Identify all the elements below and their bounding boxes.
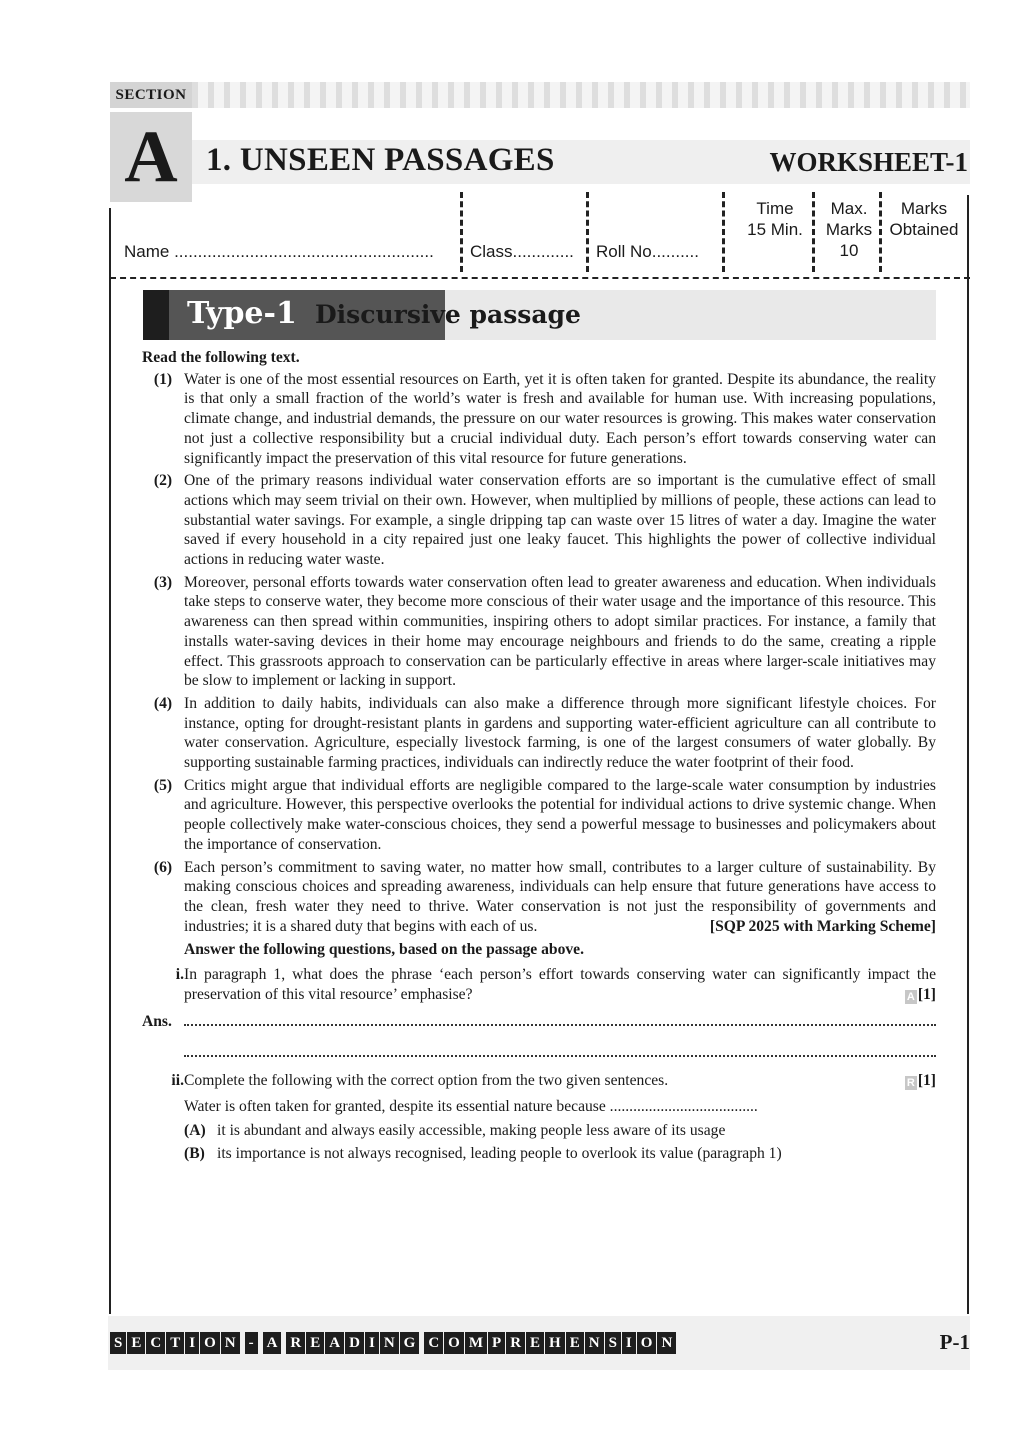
paragraph-number: (2): [153, 472, 173, 490]
question-number: i.: [175, 966, 184, 984]
left-margin-rule: [109, 208, 111, 1314]
page-title: 1. UNSEEN PASSAGES: [206, 142, 555, 178]
question-marks: R [1]: [905, 1071, 936, 1091]
paragraph-text: Each person’s commitment to saving water, no matter how small, contributes to a larger culture of sustainability. By making conscious choices and spreading awareness, individuals can help ensure that future generations have access to the clean, fresh water they need to thrive. Water conservation is not just the responsibility of governments and industries; it is a shared duty that begins with each of us.: [184, 858, 936, 935]
passage-paragraph: [142, 776, 936, 855]
footer-word: [245, 1332, 259, 1354]
footer-letter: C: [424, 1332, 443, 1354]
footer-gap: [282, 1332, 285, 1354]
class-field[interactable]: Class.............: [470, 242, 574, 261]
paragraph-text: One of the primary reasons individual water conservation efforts are so important is the cumulative effect of small actions which may seem trivial on their own. However, when multiplied by millions of people, these actions can lead to substantial water savings. For example, a single dripping tap can waste over 15 litres of water a day. Imagine the water saved if every household in a city repaired just one leaky faucet. This highlights the power of collective individual actions in reducing water waste.: [184, 472, 936, 569]
header-stripe-band: [192, 82, 970, 108]
footer-section-title: [110, 1332, 677, 1354]
section-letter: A: [110, 112, 192, 202]
footer-letter: N: [221, 1332, 240, 1354]
marks-obtained-label-1: Marks: [900, 199, 948, 218]
footer-letter: E: [526, 1332, 544, 1354]
banner-black-tab: [143, 290, 169, 340]
footer-letter: D: [345, 1332, 364, 1354]
student-info-row: [112, 188, 968, 278]
right-margin-rule: [967, 195, 969, 1314]
footer-letter: I: [622, 1332, 636, 1354]
paragraph-text: Critics might argue that individual efforts are negligible compared to the large-scale water consumption by industries and agriculture. However, this perspective overlooks the potential for individual actions to drive systemic change. When people collectively make water-conscious choices, they send a powerful message to businesses and policymakers about the importance of conservation.: [184, 776, 936, 853]
footer-word: [110, 1332, 241, 1354]
info-divider: [812, 192, 815, 272]
footer-gap: [259, 1332, 262, 1354]
paragraph-body: [184, 858, 936, 937]
footer-letter: O: [444, 1332, 464, 1354]
question-text: Complete the following with the correct option from the two given sentences.: [184, 1072, 669, 1090]
info-divider: [722, 192, 725, 272]
footer-letter: I: [185, 1332, 199, 1354]
footer-letter: C: [146, 1332, 165, 1354]
option-text: it is abundant and always easily accessible, making people less aware of its usage: [217, 1121, 726, 1139]
time-label: Time: [756, 199, 794, 218]
info-divider: [586, 192, 589, 272]
max-marks-label-2: Marks: [825, 220, 873, 239]
footer-letter: R: [506, 1332, 525, 1354]
max-marks-label-1: Max.: [830, 199, 868, 218]
paragraph-text: Water is one of the most essential resources on Earth, yet it is often taken for granted. Despite its abundance, the reality is that only a small fraction of the world’s water is fresh and available for human use. With increasing populations, climate change, and industrial demands, the pressure on our water resources is growing. This makes water conservation not just a collective responsibility but a crucial individual duty. Each person’s effort towards conserving water can significantly impact the preservation of this vital resource for future generations.: [184, 370, 936, 467]
answer-line[interactable]: [184, 1053, 936, 1057]
footer-letter: O: [637, 1332, 657, 1354]
time-value: 15 Min.: [747, 220, 803, 239]
paragraph-text: In addition to daily habits, individuals can also make a difference through more significant lifestyle choices. For instance, opting for drought-resistant plants in gardens and supporting water-efficient agriculture can all contribute to water conservation. Agriculture, especially livestock farming, is one of the largest consumers of water globally. By supporting sustainable farming practices, individuals can indirectly reduce the water footprint of their food.: [184, 694, 936, 772]
footer-word: [286, 1332, 420, 1354]
question-item: [142, 965, 936, 1004]
question-item: [142, 1071, 936, 1091]
footer-letter: A: [263, 1332, 282, 1354]
paragraph-number: (4): [153, 694, 173, 712]
answer-instruction: Answer the following questions, based on the passage above.: [184, 941, 585, 959]
source-citation: [SQP 2025 with Marking Scheme]: [709, 917, 936, 935]
footer-letter: E: [566, 1332, 584, 1354]
passage-paragraph: [142, 694, 936, 773]
footer-word: [424, 1332, 677, 1354]
option-label: (B): [184, 1145, 205, 1163]
question-number: ii.: [171, 1072, 184, 1090]
worksheet-title: WORKSHEET-1: [769, 147, 968, 177]
max-marks-cell: [816, 198, 882, 261]
name-field[interactable]: Name .......................................................: [124, 242, 434, 261]
footer-gap: [420, 1332, 423, 1354]
fill-in-prompt: Water is often taken for granted, despite its essential nature because ......................................: [184, 1097, 758, 1115]
question-marks: A [1]: [905, 985, 936, 1005]
footer-letter: I: [365, 1332, 379, 1354]
passage-paragraph: [142, 471, 936, 570]
marks-obtained-label-2: Obtained: [889, 220, 959, 239]
time-cell: [730, 198, 820, 240]
footer-letter: N: [657, 1332, 676, 1354]
footer-letter: M: [465, 1332, 487, 1354]
analysis-badge-icon: A: [905, 990, 917, 1004]
marks-obtained-cell: [882, 198, 966, 240]
option-item[interactable]: [184, 1144, 936, 1164]
type-banner: [143, 290, 936, 340]
answer-label: Ans.: [142, 1012, 172, 1030]
footer-letter: E: [127, 1332, 145, 1354]
paragraph-number: (1): [153, 370, 173, 388]
header-divider: [110, 277, 970, 279]
type-name: Discursive passage: [315, 300, 581, 329]
footer-letter: S: [110, 1332, 126, 1354]
info-divider: [460, 192, 463, 272]
page-number: P-1: [939, 1330, 970, 1354]
option-label: (A): [184, 1121, 206, 1139]
worksheet-content: [142, 348, 936, 1164]
passage-paragraph: [142, 370, 936, 469]
answer-line[interactable]: [184, 1012, 936, 1026]
footer-letter: A: [325, 1332, 344, 1354]
footer-letter: O: [200, 1332, 220, 1354]
footer-letter: N: [585, 1332, 604, 1354]
footer-letter: S: [605, 1332, 621, 1354]
footer-letter: P: [488, 1332, 505, 1354]
footer-letter: T: [166, 1332, 184, 1354]
paragraph-number: (5): [153, 776, 173, 794]
type-label: Type-1: [187, 296, 297, 331]
paragraph-number: (6): [153, 858, 173, 876]
max-marks-value: 10: [839, 241, 859, 260]
footer-word: [263, 1332, 283, 1354]
footer-letter: E: [306, 1332, 324, 1354]
question-text-block: [184, 965, 936, 1004]
footer-letter: H: [545, 1332, 565, 1354]
roll-no-field[interactable]: Roll No..........: [596, 242, 699, 261]
paragraph-number: (3): [153, 573, 173, 591]
option-text: its importance is not always recognised, leading people to overlook its value (paragraph 1): [217, 1145, 782, 1163]
paragraph-text: Moreover, personal efforts towards water conservation often lead to greater awareness and education. When individuals take steps to conserve water, they become more conscious of their water usage and the importance of this resource. This awareness can then spread within communities, inspiring others to adopt similar practices. For instance, a family that installs water-saving devices in their home may encourage neighbours and friends to do the same, creating a ripple effect. This grassroots approach to conservation can be particularly effective in areas where larger-scale initiatives may be slow to implement or lacking in support.: [184, 573, 936, 690]
remember-badge-icon: R: [905, 1076, 917, 1090]
footer-letter: R: [286, 1332, 305, 1354]
footer-letter: G: [400, 1332, 420, 1354]
instruction: Read the following text.: [142, 349, 300, 366]
footer-gap: [241, 1332, 244, 1354]
question-text: In paragraph 1, what does the phrase ‘each person’s effort towards conserving water can significantly impact the preservation of this vital resource’ emphasise?: [184, 966, 936, 1003]
option-item[interactable]: [184, 1121, 936, 1141]
passage-paragraph: [142, 858, 936, 937]
passage-paragraph: [142, 573, 936, 691]
question-text-block: [184, 1071, 936, 1091]
footer-letter: N: [380, 1332, 399, 1354]
section-label: SECTION: [110, 82, 192, 108]
footer-letter: -: [245, 1332, 258, 1354]
answer-row: [142, 1012, 936, 1032]
